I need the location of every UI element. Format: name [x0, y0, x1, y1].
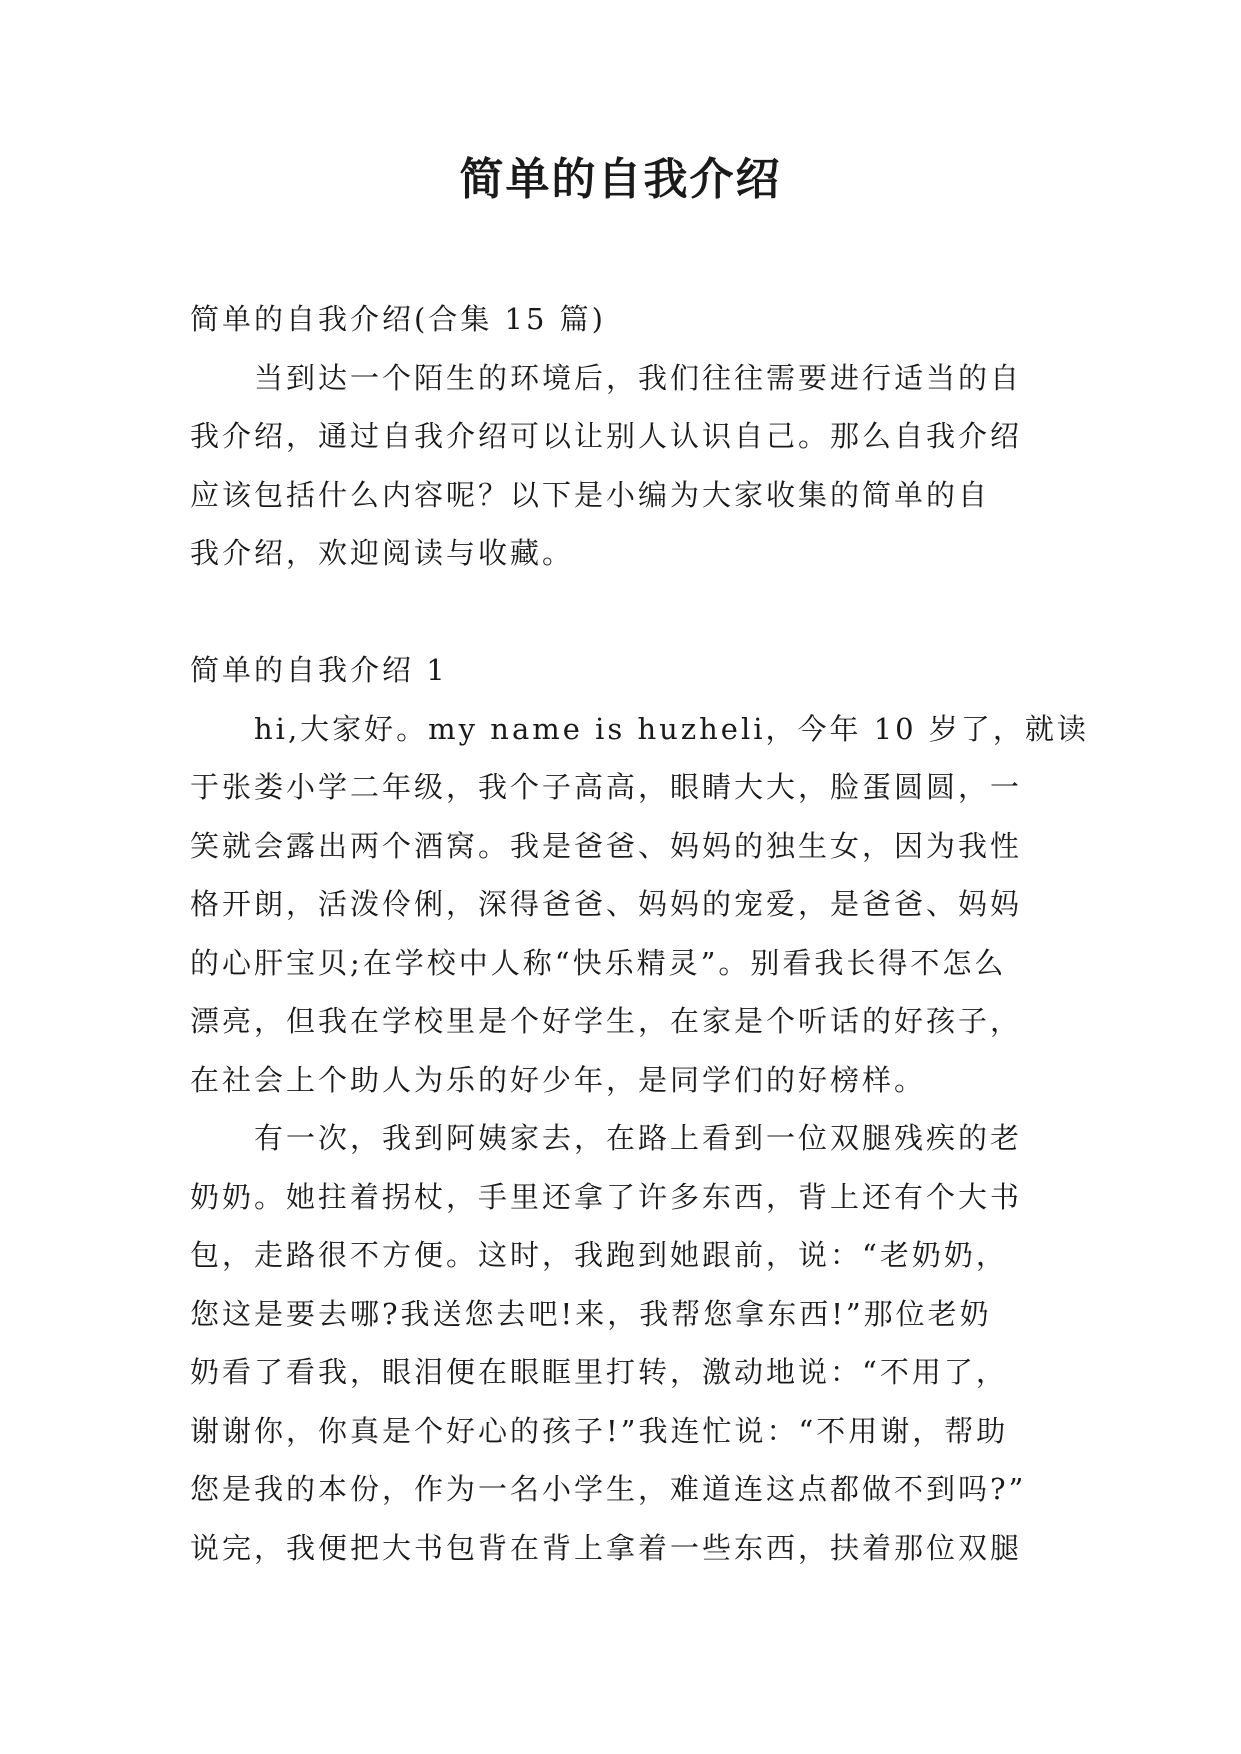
- para1-line: 于张娄小学二年级，我个子高高，眼睛大大，脸蛋圆圆，一: [190, 770, 1023, 804]
- para1-line: 笑就会露出两个酒窝。我是爸爸、妈妈的独生女，因为我性: [190, 828, 1023, 863]
- intro-line: 应该包括什么内容呢？以下是小编为大家收集的简单的自: [190, 477, 991, 512]
- para2-line: 您是我的本份，作为一名小学生，难道连这点都做不到吗?”: [190, 1472, 1027, 1506]
- section-heading: 简单的自我介绍 1: [190, 653, 448, 687]
- document-title: 简单的自我介绍: [459, 154, 782, 205]
- para2-line: 说完，我便把大书包背在背上拿着一些东西，扶着那位双腿: [190, 1530, 1023, 1565]
- paragraph-spacer: [190, 583, 1060, 642]
- intro-line: 我介绍，通过自我介绍可以让别人认识自己。那么自我介绍: [190, 419, 1023, 453]
- para2-line: 奶看了看我，眼泪便在眼眶里打转，激动地说：“不用了，: [190, 1355, 1008, 1389]
- para2-line: 谢谢你，你真是个好心的孩子!”我连忙说：“不用谢，帮助: [190, 1413, 1009, 1448]
- para2-line: 奶奶。她拄着拐杖，手里还拿了许多东西，背上还有个大书: [190, 1179, 1023, 1214]
- para2-line: 有一次，我到阿姨家去，在路上看到一位双腿残疾的老: [254, 1121, 1023, 1155]
- intro-line: 当到达一个陌生的环境后，我们往往需要进行适当的自: [254, 360, 1023, 395]
- para1-line: 格开朗，活泼伶俐，深得爸爸、妈妈的宠爱，是爸爸、妈妈: [190, 887, 1023, 921]
- para1-line: 的心肝宝贝;在学校中人称“快乐精灵”。别看我长得不怎么: [190, 945, 1007, 980]
- document-body: [190, 290, 1089, 1577]
- document-subtitle: 简单的自我介绍(合集 15 篇): [190, 302, 606, 336]
- para1-line: hi,大家好。my name is huzheli，今年 10 岁了，就读: [254, 711, 1089, 746]
- para1-line: 漂亮，但我在学校里是个好学生，在家是个听话的好孩子，: [190, 1004, 1023, 1038]
- para1-line: 在社会上个助人为乐的好少年，是同学们的好榜样。: [190, 1062, 927, 1097]
- para2-line: 包，走路很不方便。这时，我跑到她跟前，说：“老奶奶，: [190, 1238, 1008, 1272]
- para2-line: 您这是要去哪?我送您去吧!来，我帮您拿东西!”那位老奶: [190, 1296, 992, 1331]
- intro-line: 我介绍，欢迎阅读与收藏。: [190, 536, 575, 570]
